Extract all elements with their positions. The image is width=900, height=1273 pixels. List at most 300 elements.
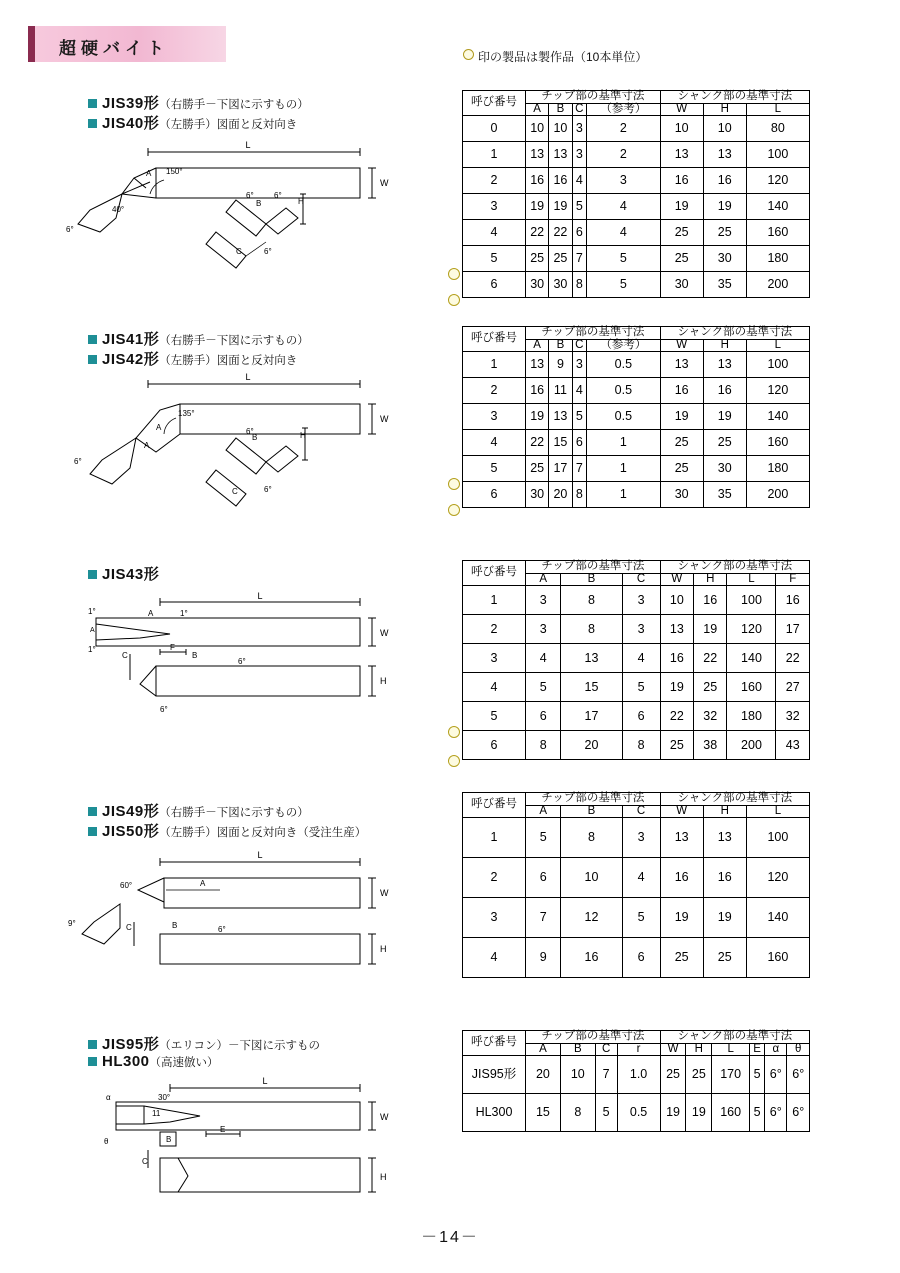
cell-no: HL300 (463, 1094, 526, 1132)
cell-C: 5 (572, 194, 587, 220)
header-cell-W: W (660, 573, 693, 586)
cell-H: 22 (694, 644, 727, 673)
svg-text:135°: 135° (178, 409, 195, 418)
header-cell-chip: チップ部の基準寸法 (526, 1031, 661, 1044)
cell-no: 4 (463, 938, 526, 978)
cell-W: 10 (660, 116, 703, 142)
cell-W: 25 (660, 731, 693, 760)
section-heading-jis43 (88, 563, 159, 584)
svg-text:W: W (380, 628, 389, 638)
table-row (463, 731, 810, 760)
table-row (463, 1056, 810, 1094)
heading-main: JIS40形 (102, 115, 160, 132)
circle-mark-icon (463, 49, 474, 60)
cell-C: 3 (572, 352, 587, 378)
table-jis49 (462, 792, 810, 978)
table-row (463, 482, 810, 508)
header-cell-C: C (622, 573, 660, 586)
section-heading-jis95-line2 (88, 1053, 219, 1070)
header-cell-θ: θ (787, 1043, 810, 1056)
header-cell-B: B (549, 339, 572, 352)
cell-C: 3 (572, 116, 587, 142)
table-row (463, 1094, 810, 1132)
svg-text:60°: 60° (120, 881, 133, 890)
svg-text:1°: 1° (88, 645, 96, 654)
cell-B: 17 (561, 702, 622, 731)
cell-W: 25 (660, 220, 703, 246)
table-group-header-row (463, 561, 810, 574)
made-to-order-mark-icon (448, 478, 460, 490)
cell-H: 35 (703, 482, 746, 508)
table-row (463, 378, 810, 404)
cell-H: 25 (703, 430, 746, 456)
cell-W: 25 (660, 246, 703, 272)
svg-text:30°: 30° (158, 1093, 171, 1102)
cell-W: 16 (660, 168, 703, 194)
header-cell-H: H (703, 339, 746, 352)
header-cell-no: 呼び番号 (463, 1031, 526, 1056)
cell-E: 5 (750, 1056, 765, 1094)
cell-E: 5 (750, 1094, 765, 1132)
header-cell-（参考）: （参考） (587, 339, 661, 352)
svg-text:6°: 6° (74, 457, 82, 466)
cell-L: 170 (712, 1056, 750, 1094)
header-cell-no: 呼び番号 (463, 793, 526, 818)
heading-main: JIS50形 (102, 823, 160, 840)
cell-no: 2 (463, 378, 526, 404)
svg-text:6°: 6° (238, 657, 246, 666)
cell-B: 20 (561, 731, 622, 760)
header-cell-B: B (561, 805, 622, 818)
cell-A: 16 (526, 168, 549, 194)
heading-sub: （右勝手－下図に示すもの） (159, 807, 309, 819)
section-heading-jis49-line2 (88, 820, 366, 841)
cell-H: 16 (703, 168, 746, 194)
made-to-order-mark-icon (448, 504, 460, 516)
cell-no: 3 (463, 194, 526, 220)
cell-A: 15 (526, 1094, 561, 1132)
header-cell-shank: シャンク部の基準寸法 (660, 561, 809, 574)
table-row (463, 586, 810, 615)
cell-B: 22 (549, 220, 572, 246)
cell-B: 25 (549, 246, 572, 272)
cell-A: 4 (526, 644, 561, 673)
cell-H: 16 (703, 378, 746, 404)
svg-text:11: 11 (152, 1109, 161, 1118)
table-group-header-row (463, 1031, 810, 1044)
cell-B: 11 (549, 378, 572, 404)
cell-A: 3 (526, 615, 561, 644)
bullet-square-icon (88, 335, 97, 344)
cell-F: 43 (776, 731, 810, 760)
cell-A: 5 (526, 818, 561, 858)
header-cell-（参考）: （参考） (587, 103, 661, 116)
bullet-square-icon (88, 570, 97, 579)
header-cell-no: 呼び番号 (463, 327, 526, 352)
cell-B: 10 (560, 1056, 595, 1094)
svg-text:9°: 9° (68, 919, 76, 928)
cell-A: 25 (526, 246, 549, 272)
svg-text:A: A (156, 423, 162, 432)
svg-text:H: H (380, 1172, 387, 1182)
heading-main: HL300 (102, 1053, 150, 1070)
cell-（参考）: 0.5 (587, 404, 661, 430)
made-to-order-mark-icon (448, 755, 460, 767)
cell-F: 16 (776, 586, 810, 615)
section-heading-jis39-line1 (88, 92, 309, 113)
svg-text:A: A (200, 879, 206, 888)
cell-A: 8 (526, 731, 561, 760)
cell-W: 30 (660, 482, 703, 508)
table-jis43 (462, 560, 810, 760)
heading-sub: （高速倣い） (149, 1057, 219, 1069)
cell-W: 16 (660, 644, 693, 673)
cell-no: 4 (463, 430, 526, 456)
cell-B: 13 (561, 644, 622, 673)
cell-H: 25 (694, 673, 727, 702)
cell-no: 2 (463, 858, 526, 898)
header-cell-E: E (750, 1043, 765, 1056)
cell-B: 10 (561, 858, 622, 898)
cell-B: 13 (549, 404, 572, 430)
cell-L: 140 (746, 194, 809, 220)
table-row (463, 456, 810, 482)
cell-C: 6 (622, 702, 660, 731)
cell-L: 120 (746, 378, 809, 404)
cell-H: 19 (703, 898, 746, 938)
svg-text:H: H (380, 676, 387, 686)
bullet-square-icon (88, 827, 97, 836)
table-row (463, 272, 810, 298)
header-cell-no: 呼び番号 (463, 561, 526, 586)
svg-text:W: W (380, 888, 389, 898)
svg-text:L: L (257, 850, 263, 860)
table-row (463, 194, 810, 220)
svg-text:H: H (298, 197, 304, 206)
header-cell-shank: シャンク部の基準寸法 (660, 91, 809, 104)
cell-C: 3 (572, 142, 587, 168)
cell-A: 5 (526, 673, 561, 702)
cell-F: 22 (776, 644, 810, 673)
page-title: 超硬バイト (59, 39, 169, 58)
cell-B: 16 (549, 168, 572, 194)
header-cell-α: α (765, 1043, 787, 1056)
header-cell-shank: シャンク部の基準寸法 (660, 793, 809, 806)
heading-sub: （左勝手）図面と反対向き (159, 119, 298, 131)
cell-L: 180 (746, 246, 809, 272)
svg-text:α: α (106, 1093, 111, 1102)
table-row (463, 220, 810, 246)
svg-text:A: A (148, 609, 154, 618)
cell-W: 13 (660, 142, 703, 168)
svg-text:B: B (172, 921, 178, 930)
cell-C: 7 (572, 456, 587, 482)
cell-A: 20 (526, 1056, 561, 1094)
cell-（参考）: 0.5 (587, 378, 661, 404)
cell-no: 4 (463, 220, 526, 246)
cell-C: 4 (622, 644, 660, 673)
cell-L: 100 (746, 818, 809, 858)
cell-no: 6 (463, 482, 526, 508)
cell-L: 160 (727, 673, 776, 702)
svg-text:F: F (170, 643, 175, 652)
cell-H: 19 (703, 194, 746, 220)
cell-B: 30 (549, 272, 572, 298)
svg-text:θ: θ (104, 1137, 109, 1146)
cell-（参考）: 2 (587, 142, 661, 168)
cell-B: 8 (561, 615, 622, 644)
table-row (463, 404, 810, 430)
svg-text:1°: 1° (88, 607, 96, 616)
cell-no: 3 (463, 644, 526, 673)
table-row (463, 352, 810, 378)
cell-C: 3 (622, 615, 660, 644)
cell-H: 13 (703, 818, 746, 858)
production-note-text: 印の製品は製作品（10本単位） (478, 50, 648, 64)
header-cell-A: A (526, 573, 561, 586)
cell-C: 7 (572, 246, 587, 272)
cell-L: 100 (727, 586, 776, 615)
heading-main: JIS49形 (102, 803, 160, 820)
svg-text:6°: 6° (246, 191, 254, 200)
header-cell-L: L (746, 103, 809, 116)
svg-text:6°: 6° (218, 925, 226, 934)
header-cell-H: H (694, 573, 727, 586)
cell-（参考）: 1 (587, 456, 661, 482)
header-cell-chip: チップ部の基準寸法 (526, 327, 661, 340)
cell-L: 160 (746, 938, 809, 978)
svg-text:L: L (257, 591, 263, 601)
table-row (463, 938, 810, 978)
table-row (463, 702, 810, 731)
cell-（参考）: 3 (587, 168, 661, 194)
section-heading-jis41-line2 (88, 348, 297, 369)
svg-text:B: B (256, 199, 262, 208)
header-cell-L: L (727, 573, 776, 586)
cell-H: 30 (703, 456, 746, 482)
cell-no: 4 (463, 673, 526, 702)
cell-no: 2 (463, 168, 526, 194)
svg-text:B: B (192, 651, 198, 660)
figure-jis41 (60, 368, 420, 528)
cell-B: 15 (549, 430, 572, 456)
svg-text:6°: 6° (274, 191, 282, 200)
cell-（参考）: 5 (587, 272, 661, 298)
header-cell-shank: シャンク部の基準寸法 (660, 1031, 809, 1044)
svg-text:6°: 6° (264, 485, 272, 494)
cell-L: 200 (746, 272, 809, 298)
cell-H: 35 (703, 272, 746, 298)
cell-no: 5 (463, 702, 526, 731)
cell-F: 32 (776, 702, 810, 731)
cell-W: 19 (660, 194, 703, 220)
svg-text:C: C (126, 923, 132, 932)
cell-H: 19 (686, 1094, 712, 1132)
heading-main: JIS95形 (102, 1036, 160, 1053)
cell-L: 200 (746, 482, 809, 508)
table-row (463, 898, 810, 938)
cell-H: 19 (703, 404, 746, 430)
cell-no: 0 (463, 116, 526, 142)
svg-text:W: W (380, 1112, 389, 1122)
cell-no: 1 (463, 818, 526, 858)
cell-B: 19 (549, 194, 572, 220)
cell-no: 1 (463, 142, 526, 168)
cell-H: 13 (703, 352, 746, 378)
cell-B: 9 (549, 352, 572, 378)
cell-A: 22 (526, 430, 549, 456)
cell-W: 19 (660, 1094, 686, 1132)
svg-text:L: L (262, 1076, 268, 1086)
cell-A: 25 (526, 456, 549, 482)
table-row (463, 615, 810, 644)
cell-H: 16 (703, 858, 746, 898)
table-row (463, 644, 810, 673)
cell-L: 100 (746, 352, 809, 378)
svg-text:W: W (380, 178, 389, 188)
cell-H: 32 (694, 702, 727, 731)
cell-B: 16 (561, 938, 622, 978)
bullet-square-icon (88, 99, 97, 108)
cell-H: 38 (694, 731, 727, 760)
bullet-square-icon (88, 355, 97, 364)
cell-no: 3 (463, 898, 526, 938)
cell-（参考）: 5 (587, 246, 661, 272)
header-cell-W: W (660, 339, 703, 352)
cell-C: 8 (572, 482, 587, 508)
cell-L: 120 (727, 615, 776, 644)
heading-main: JIS42形 (102, 351, 160, 368)
cell-H: 16 (694, 586, 727, 615)
svg-text:L: L (245, 140, 251, 150)
cell-r: 1.0 (617, 1056, 660, 1094)
heading-main: JIS43形 (102, 566, 160, 583)
cell-B: 10 (549, 116, 572, 142)
cell-α: 6° (765, 1056, 787, 1094)
cell-W: 25 (660, 456, 703, 482)
cell-B: 15 (561, 673, 622, 702)
cell-L: 200 (727, 731, 776, 760)
header-cell-B: B (549, 103, 572, 116)
cell-A: 22 (526, 220, 549, 246)
cell-（参考）: 1 (587, 482, 661, 508)
cell-A: 19 (526, 194, 549, 220)
header-cell-B: B (560, 1043, 595, 1056)
header-cell-L: L (746, 805, 809, 818)
svg-text:A: A (90, 627, 95, 634)
cell-W: 13 (660, 818, 703, 858)
made-to-order-mark-icon (448, 294, 460, 306)
cell-C: 5 (595, 1094, 617, 1132)
cell-H: 19 (694, 615, 727, 644)
cell-（参考）: 4 (587, 194, 661, 220)
svg-text:6°: 6° (264, 247, 272, 256)
bullet-square-icon (88, 807, 97, 816)
header-cell-L: L (712, 1043, 750, 1056)
cell-C: 6 (622, 938, 660, 978)
figure-jis49 (60, 842, 420, 992)
cell-L: 140 (746, 898, 809, 938)
table-row (463, 858, 810, 898)
production-note (463, 48, 647, 65)
bullet-square-icon (88, 119, 97, 128)
heading-sub: （右勝手－下図に示すもの） (159, 335, 309, 347)
cell-C: 4 (572, 168, 587, 194)
cell-A: 3 (526, 586, 561, 615)
header-cell-H: H (703, 805, 746, 818)
cell-C: 8 (622, 731, 660, 760)
cell-L: 120 (746, 168, 809, 194)
cell-L: 120 (746, 858, 809, 898)
cell-L: 160 (712, 1094, 750, 1132)
cell-A: 13 (526, 352, 549, 378)
svg-text:W: W (380, 414, 389, 424)
header-cell-chip: チップ部の基準寸法 (526, 793, 661, 806)
header-cell-W: W (660, 805, 703, 818)
cell-W: 22 (660, 702, 693, 731)
svg-text:6°: 6° (160, 705, 168, 714)
header-cell-H: H (703, 103, 746, 116)
table-row (463, 430, 810, 456)
header-cell-A: A (526, 805, 561, 818)
table-row (463, 142, 810, 168)
cell-A: 6 (526, 702, 561, 731)
header-cell-chip: チップ部の基準寸法 (526, 561, 661, 574)
cell-L: 100 (746, 142, 809, 168)
cell-F: 27 (776, 673, 810, 702)
cell-L: 140 (746, 404, 809, 430)
cell-C: 5 (622, 898, 660, 938)
table-jis39 (462, 90, 810, 298)
cell-L: 180 (746, 456, 809, 482)
cell-W: 16 (660, 858, 703, 898)
header-cell-no: 呼び番号 (463, 91, 526, 116)
heading-main: JIS41形 (102, 331, 160, 348)
header-cell-F: F (776, 573, 810, 586)
section-heading-jis95-line1 (88, 1033, 320, 1054)
cell-C: 5 (572, 404, 587, 430)
cell-L: 140 (727, 644, 776, 673)
cell-H: 30 (703, 246, 746, 272)
svg-text:1°: 1° (180, 609, 188, 618)
figure-jis43 (60, 588, 420, 748)
cell-no: 5 (463, 246, 526, 272)
cell-C: 4 (572, 378, 587, 404)
figure-jis39 (60, 132, 420, 292)
figure-jis95 (60, 1072, 420, 1212)
cell-H: 10 (703, 116, 746, 142)
header-cell-B: B (561, 573, 622, 586)
cell-θ: 6° (787, 1094, 810, 1132)
cell-A: 7 (526, 898, 561, 938)
cell-A: 30 (526, 482, 549, 508)
cell-L: 80 (746, 116, 809, 142)
page-number: －14－ (421, 1229, 479, 1246)
section-heading-jis39-line2 (88, 112, 297, 133)
cell-H: 13 (703, 142, 746, 168)
cell-r: 0.5 (617, 1094, 660, 1132)
table-jis95 (462, 1030, 810, 1132)
header-cell-W: W (660, 1043, 686, 1056)
cell-C: 4 (622, 858, 660, 898)
cell-B: 17 (549, 456, 572, 482)
header-cell-A: A (526, 339, 549, 352)
cell-A: 16 (526, 378, 549, 404)
cell-B: 8 (561, 586, 622, 615)
cell-B: 20 (549, 482, 572, 508)
table-jis41 (462, 326, 810, 508)
cell-C: 3 (622, 586, 660, 615)
